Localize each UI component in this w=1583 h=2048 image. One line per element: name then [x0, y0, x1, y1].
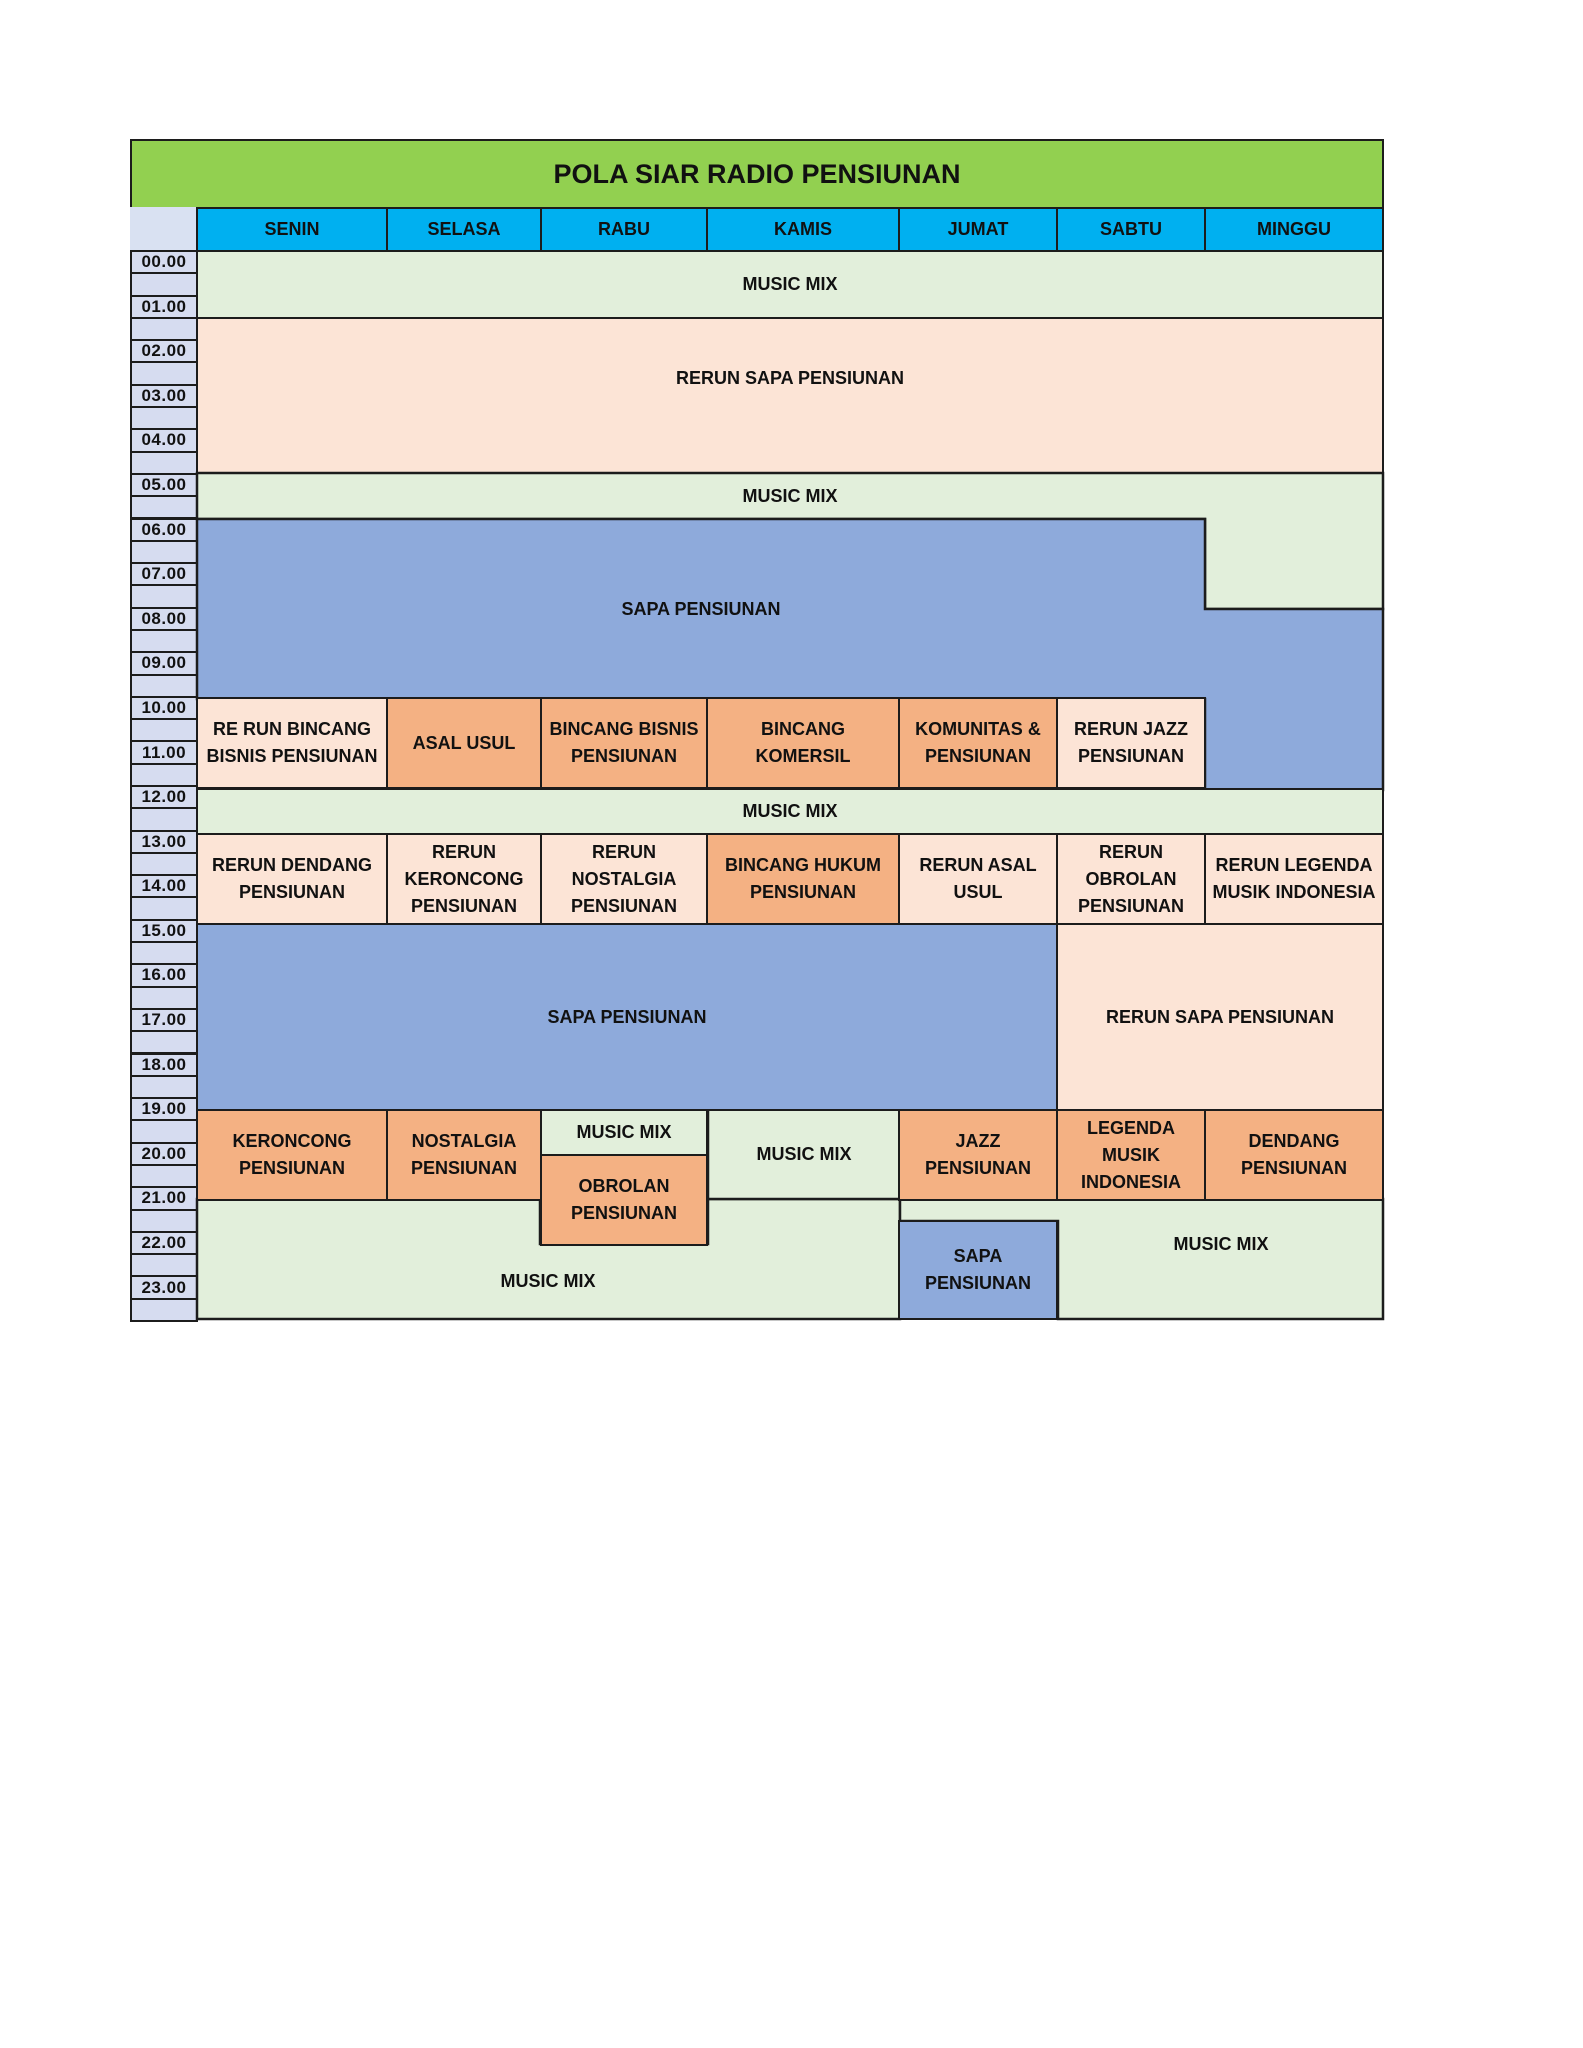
day-header-rabu: RABU	[540, 207, 708, 252]
program-jazz-pensiunan: JAZZ PENSIUNAN	[898, 1109, 1058, 1201]
time-label-text: 06.00	[141, 519, 187, 539]
program-rerun-asal-usul: RERUN ASAL USUL	[898, 833, 1058, 925]
schedule-title: POLA SIAR RADIO PENSIUNAN	[130, 139, 1384, 209]
time-label-text: 18.00	[141, 1054, 187, 1074]
time-label-text: 15.00	[141, 920, 187, 940]
program-nostalgia: NOSTALGIA PENSIUNAN	[386, 1109, 542, 1201]
program-legenda-musik: LEGENDA MUSIK INDONESIA	[1056, 1109, 1206, 1201]
time-label-text: 20.00	[141, 1143, 187, 1163]
program-music-mix-night: MUSIC MIX	[500, 1271, 596, 1291]
day-header-kamis: KAMIS	[706, 207, 900, 252]
program-music-mix-rabu: MUSIC MIX	[540, 1109, 708, 1156]
day-header-sabtu: SABTU	[1056, 207, 1206, 252]
schedule-table	[130, 139, 1384, 1320]
time-label-text: 08.00	[141, 608, 187, 628]
time-label-text: 02.00	[141, 341, 187, 361]
program-rerun-sapa-pensiunan-weekend: RERUN SAPA PENSIUNAN	[1056, 923, 1384, 1111]
program-rerun-legenda-musik: RERUN LEGENDA MUSIK INDONESIA	[1204, 833, 1384, 925]
time-label-text: 04.00	[141, 430, 187, 450]
program-bincang-komersil: BINCANG KOMERSIL	[706, 697, 900, 789]
time-label-text: 13.00	[141, 831, 187, 851]
time-label-text: 00.00	[141, 252, 187, 272]
program-music-mix-midnight: MUSIC MIX	[196, 250, 1384, 319]
time-label-text: 22.00	[141, 1232, 187, 1252]
program-sapa-pensiunan-morning: SAPA PENSIUNAN	[621, 598, 781, 619]
program-music-mix-dawn: MUSIC MIX	[742, 485, 838, 506]
program-sapa-pensiunan-afternoon: SAPA PENSIUNAN	[196, 923, 1058, 1111]
day-header-senin: SENIN	[196, 207, 388, 252]
program-rerun-keroncong: RERUN KERONCONG PENSIUNAN	[386, 833, 542, 925]
time-label-text: 03.00	[141, 385, 187, 405]
time-label-text: 21.00	[141, 1188, 187, 1208]
time-label-text: 09.00	[141, 653, 187, 673]
program-sapa-pensiunan-night: SAPA PENSIUNAN	[898, 1220, 1058, 1320]
program-bincang-hukum: BINCANG HUKUM PENSIUNAN	[706, 833, 900, 925]
time-label-text: 07.00	[141, 564, 187, 584]
time-label-text: 14.00	[141, 876, 187, 896]
program-obrolan: OBROLAN PENSIUNAN	[540, 1154, 708, 1246]
day-header-minggu: MINGGU	[1204, 207, 1384, 252]
day-header-jumat: JUMAT	[898, 207, 1058, 252]
program-music-mix-kamis: MUSIC MIX	[756, 1143, 852, 1164]
program-dendang: DENDANG PENSIUNAN	[1204, 1109, 1384, 1201]
time-label-text: 10.00	[141, 697, 187, 717]
program-rerun-obrolan: RERUN OBROLAN PENSIUNAN	[1056, 833, 1206, 925]
program-music-mix-weekend-night: MUSIC MIX	[1173, 1233, 1269, 1254]
program-rerun-jazz: RERUN JAZZ PENSIUNAN	[1056, 697, 1206, 789]
program-rerun-sapa-pensiunan-early: RERUN SAPA PENSIUNAN	[196, 317, 1384, 474]
program-komunitas-pensiunan: KOMUNITAS & PENSIUNAN	[898, 697, 1058, 789]
time-label-text: 11.00	[141, 742, 187, 762]
program-bincang-bisnis: BINCANG BISNIS PENSIUNAN	[540, 697, 708, 789]
time-label-text: 05.00	[141, 475, 187, 495]
time-label-text: 17.00	[141, 1010, 187, 1030]
time-label-text: 01.00	[141, 296, 187, 316]
time-label-text: 12.00	[141, 787, 187, 807]
program-keroncong: KERONCONG PENSIUNAN	[196, 1109, 388, 1201]
program-asal-usul: ASAL USUL	[386, 697, 542, 789]
program-re-run-bincang-bisnis: RE RUN BINCANG BISNIS PENSIUNAN	[196, 697, 388, 789]
time-label-text: 19.00	[141, 1099, 187, 1119]
program-music-mix-noon: MUSIC MIX	[196, 788, 1384, 835]
time-label-text: 23.00	[141, 1277, 187, 1297]
day-header-selasa: SELASA	[386, 207, 542, 252]
program-rerun-nostalgia: RERUN NOSTALGIA PENSIUNAN	[540, 833, 708, 925]
program-rerun-dendang: RERUN DENDANG PENSIUNAN	[196, 833, 388, 925]
time-label-text: 16.00	[141, 965, 187, 985]
